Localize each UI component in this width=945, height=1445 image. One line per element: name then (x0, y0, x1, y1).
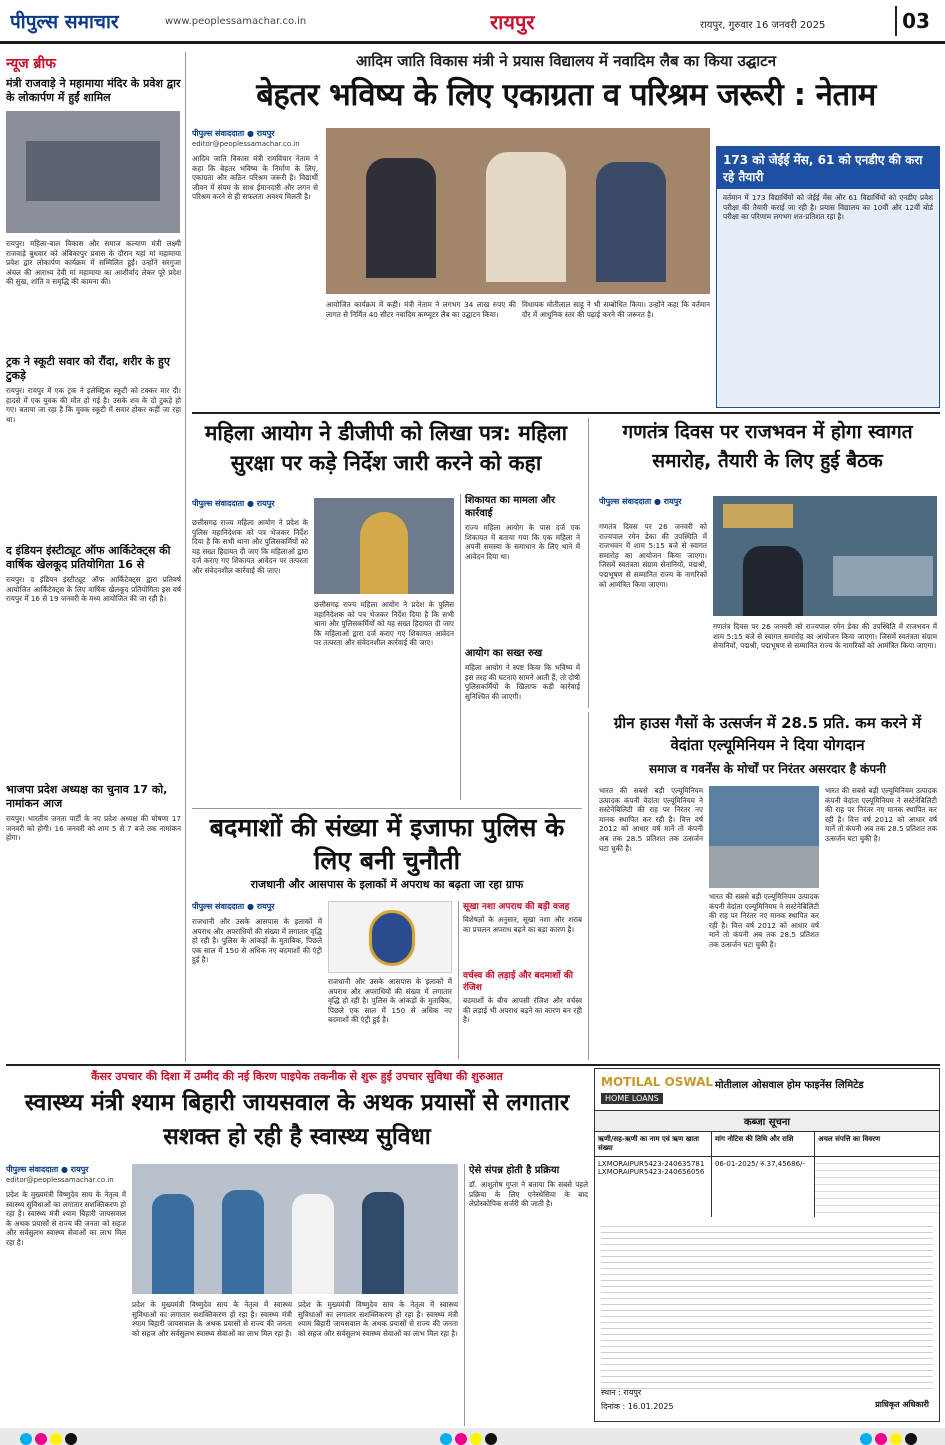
newspaper-logo: पीपुल्स समाचार (10, 11, 119, 33)
gantantra-body: गणतंत्र दिवस पर 26 जनवरी को राज्यपाल रमेन डेका की उपस्थिति में राजभवन में शाम 5:15 बजे से स्वागत समारोह का आयोजन किया जाएगा। जिसमें स्वतंत्रता संग्राम सेनानियों, पद्मश्री, पद्मभूषण से सम्मानित राज्य के नागरिकों को आमंत्रित किया जाएगा। (599, 522, 707, 589)
lead-box-text: वर्तमान में 173 विद्यार्थियों को जेईई मेंस और 61 विद्यार्थियों को एनडीए प्रवेश परीक्षा की तैयारी कराई जा रही है। प्रयास विद्यालय का 10वीं और 12वीं बोर्ड परीक्षा का परिणाम लगभग शत-प्रतिशत रहा है। (723, 193, 933, 222)
lead-body-3: विधायक मोतीलाल साहू ने भी सम्बोधित किया। उन्होंने कहा कि वर्तमान दौर में आधुनिक स्तर की पढ़ाई करने की जरूरत है। (522, 300, 710, 319)
divider (6, 1064, 940, 1066)
brief-text-4: रायपुर। भारतीय जनता पार्टी के नए प्रदेश अध्यक्ष की घोषणा 17 जनवरी को होगी। 16 जनवरी को शाम 5 से 7 बजे तक नामांकन होगा। (6, 814, 181, 843)
ad-col-3: अचल संपत्ति का विवरण (818, 1135, 881, 1143)
masthead (0, 0, 945, 44)
green-headline: ग्रीन हाउस गैसों के उत्सर्जन में 28.5 प्रति. कम करने में वेदांता एल्यूमिनियम ने दिया योगदान (613, 714, 922, 754)
ad-property (815, 1157, 939, 1217)
brief-text-1: रायपुर। महिला-बाल विकास और समाज कल्याण मंत्री लक्ष्मी राजवाड़े बुधवार को अंबिकापुर प्रवास के दौरान यहां मां महामाया प्रवेश द्वार लोकार्पण कार्यक्रम में सम्मिलित हुईं। उन्होंने सरगुजा अंचल की आराध्य देवी मां महामाया का आशीर्वाद लेकर पूरे प्रदेश की सुख, शांति व समृद्धि की कामना की। (6, 239, 181, 287)
badmash-sidebar (458, 901, 582, 1059)
mahila-side-text-2: महिला आयोग ने स्पष्ट किया कि भविष्य में इस तरह की घटनाएं सामने आती हैं, तो दोषी पुलिसकर्मियों के खिलाफ कड़ी कार्रवाई सुनिश्चित की जाएगी। (465, 663, 580, 701)
ad-place: स्थान : रायपुर (601, 1388, 642, 1397)
badmash-side-head-2: वर्चस्व की लड़ाई और बदमाशों की रंजिश (463, 971, 574, 993)
badmash-body-continued: राजधानी और उसके आसपास के इलाकों में अपराध और अपराधियों की संख्या में लगातार वृद्धि हो रही है। पुलिस के आंकड़ों के मुताबिक, पिछले एक साल में 150 से अधिक नए बदमाशों की एंट्री हुई है। (328, 977, 452, 1025)
gantantra-body-continued: गणतंत्र दिवस पर 26 जनवरी को राज्यपाल रमेन डेका की उपस्थिति में राजभवन में शाम 5:15 बजे से स्वागत समारोह का आयोजन किया जाएगा। जिसमें स्वतंत्रता संग्राम सेनानियों, पद्मश्री, पद्मभूषण से सम्मानित राज्य के नागरिकों को आमंत्रित किया जाएगा। (713, 622, 937, 651)
brief-headline-1: मंत्री राजवाड़े ने महामाया मंदिर के प्रवेश द्वार के लोकार्पण में हुईं शामिल (6, 77, 181, 104)
mahila-side-text-1: राज्य महिला आयोग के पास दर्ज एक शिकायत में बताया गया कि एक महिला ने अपनी समस्या के समाधान के लिए थाने में आवेदन दिया था। (465, 523, 580, 561)
ad-brand: MOTILAL OSWAL (601, 1075, 714, 1089)
cmyk-marks (440, 1430, 500, 1445)
mahila-side-head-2: आयोग का सख्त रुख (465, 648, 543, 659)
ad-notice: कब्जा सूचना (595, 1111, 939, 1131)
green-body-2: भारत की सबसे बड़ी एल्यूमिनियम उत्पादक कंपनी वेदांता एल्यूमिनियम ने सस्टेनेबिलिटी की राह पर निरंतर नए मानक स्थापित कर रही है। वित्त वर्ष 2012 को आधार वर्ष मानें तो कंपनी अब तक 28.5 प्रतिशत तक उत्सर्जन घटा चुकी है। (709, 892, 819, 949)
mahila-sidebar (460, 494, 580, 800)
cmyk-marks (20, 1430, 80, 1445)
mahila-headline: महिला आयोग ने डीजीपी को लिखा पत्र: महिला सुरक्षा पर कड़े निर्देश जारी करने को कहा (204, 421, 568, 475)
page-number: 03 (895, 6, 935, 36)
badmash-side-text-1: विशेषज्ञों के अनुसार, सूखा नशा और शराब का प्रचलन अपराध बढ़ने का बड़ा कारण है। (463, 915, 582, 934)
brief-headline-4: भाजपा प्रदेश अध्यक्ष का चुनाव 17 को, नामांकन आज (6, 783, 168, 810)
green-subhead: समाज व गवर्नेंस के मोर्चों पर निरंतर असरदार है कंपनी (649, 762, 886, 776)
gantantra-story (588, 418, 940, 708)
health-photo (132, 1164, 458, 1294)
lead-box-title: 173 को जेईई मेंस, 61 को एनडीए की करा रहे तैयारी (717, 147, 939, 189)
health-story (6, 1068, 588, 1428)
ad-loan-number: LXMORAIPUR5423-240635781 LXMORAIPUR5423-240656056 (595, 1157, 712, 1217)
lead-headline: बेहतर भविष्य के लिए एकाग्रता व परिश्रम जरूरी : नेताम (256, 77, 876, 113)
motilal-oswal-ad (594, 1068, 940, 1422)
mahila-side-head-1: शिकायत का मामला और कार्रवाई (465, 495, 556, 519)
ad-col-1: ऋणी/सह-ऋणी का नाम एवं ऋण खाता संख्या (595, 1132, 712, 1156)
lead-byline: पीपुल्स संवाददाता ● रायपुर (192, 129, 275, 138)
health-kicker: कैंसर उपचार की दिशा में उम्मीद की नई किरण पाइपेक तकनीक से शुरू हुई उपचार सुविधा की शुरुआत (91, 1070, 503, 1083)
health-sidebar (464, 1164, 588, 1426)
health-body-2: प्रदेश के मुख्यमंत्री विष्णुदेव साय के नेतृत्व में स्वास्थ्य सुविधाओं का लगातार सशक्तिकरण हो रहा है। स्वास्थ्य मंत्री श्याम बिहारी जायसवाल के अथक प्रयासों से राज्य की जनता को सहज और सर्वसुलभ स्वास्थ्य सेवाओं का लाभ मिल रहा है। (132, 1300, 292, 1338)
gantantra-byline: पीपुल्स संवाददाता ● रायपुर (599, 497, 682, 506)
health-headline: स्वास्थ्य मंत्री श्याम बिहारी जायसवाल के अथक प्रयासों से लगातार सशक्त हो रही है स्वास्थ्य सुविधा (24, 1090, 570, 1150)
lead-story (192, 50, 940, 410)
cmyk-marks (860, 1430, 920, 1445)
brief-text-2: रायपुर। रायपुर में एक ट्रक ने इलेक्ट्रिक स्कूटी को टक्कर मार दी। हादसे में एक युवक की मौत हो गई है। उसके शव के दो टुकड़े हो गए। बताया जा रहा है कि युवक स्कूटी में सवार होकर कहीं जा रहा था। (6, 386, 181, 424)
ad-company: मोतीलाल ओसवाल होम फाइनेंस लिमिटेड (715, 1080, 864, 1091)
health-email: editor@peoplessamachar.co.in (6, 1176, 114, 1184)
mahila-byline: पीपुल्स संवाददाता ● रायपुर (192, 499, 275, 508)
ad-table-row (595, 1157, 939, 1217)
badmash-byline: पीपुल्स संवाददाता ● रायपुर (192, 902, 275, 911)
police-badge-icon (369, 910, 415, 966)
health-box-text: डॉ. आशुतोष गुप्ता ने बताया कि सबसे पहले प्रक्रिया के लिए एनेस्थेसिया के बाद लेप्रोस्कोपिक सर्जरी की जाती है। (469, 1180, 588, 1209)
green-story (588, 712, 940, 1060)
ad-fineprint (601, 1221, 933, 1391)
brief-headline-2: ट्रक ने स्कूटी सवार को रौंदा, शरीर के हुए टुकड़े (6, 355, 170, 382)
badmash-headline: बदमाशों की संख्या में इजाफा पुलिस के लिए बनी चुनौती (209, 813, 565, 875)
dateline: रायपुर, गुरुवार 16 जनवरी 2025 (700, 20, 826, 31)
print-color-bar (0, 1428, 945, 1445)
ad-col-2: मांग नोटिस की तिथि और राशि (712, 1132, 815, 1156)
green-photo (709, 786, 819, 888)
police-logo-photo (328, 901, 452, 973)
brief-photo-1 (6, 111, 180, 233)
brief-headline-3: द इंडियन इंस्टीट्यूट ऑफ आर्किटेक्ट्स की वार्षिक खेलकूद प्रतियोगिता 16 से (6, 544, 171, 571)
divider (192, 412, 940, 414)
mahila-story (192, 418, 580, 803)
badmash-body: राजधानी और उसके आसपास के इलाकों में अपराध और अपराधियों की संख्या में लगातार वृद्धि हो रही है। पुलिस के आंकड़ों के मुताबिक, पिछले एक साल में 150 से अधिक नए बदमाशों की एंट्री हुई है। (192, 917, 322, 965)
news-brief-label: न्यूज ब्रीफ (6, 56, 56, 72)
lead-kicker: आदिम जाति विकास मंत्री ने प्रयास विद्यालय में नवादिम लैब का किया उद्घाटन (355, 52, 777, 70)
lead-body-1: आदिम जाति विकास मंत्री रामविचार नेताम ने कहा कि बेहतर भविष्य के निर्माण के लिए, एकाग्रता और कठिन परिश्रम जरूरी है। विद्यार्थी जीवन में संयम के साथ ईमानदारी और लगन से परिश्रम करने से ही सफलता अवश्य मिलती है। (192, 154, 318, 202)
website-url[interactable]: www.peoplessamachar.co.in (165, 16, 307, 27)
ad-header (595, 1069, 939, 1111)
lead-body-2: आयोजित कार्यक्रम में कही। मंत्री नेताम ने लगभग 34 लाख रुपए की लागत से निर्मित 40 सीटर नवादिम कम्प्यूटर लैब का उद्घाटन किया। (326, 300, 516, 319)
mahila-photo (314, 498, 454, 594)
ad-amount: 06-01-2025/ रु.37,45686/- (712, 1157, 815, 1217)
lead-photo (326, 128, 710, 294)
ad-signatory: प्राधिकृत अधिकारी (875, 1400, 929, 1409)
health-byline: पीपुल्स संवाददाता ● रायपुर (6, 1165, 89, 1174)
mahila-body-continued: छत्तीसगढ़ राज्य महिला आयोग ने प्रदेश के पुलिस महानिदेशक को पत्र भेजकर निर्देश दिया है कि सभी थाना और पुलिसकर्मियों को यह सख्त हिदायत दी जाए कि महिलाओं द्वारा दर्ज कराए गए शिकायत आवेदन पर तत्परता और संवेदनशील कार्रवाई की जाए। (314, 600, 454, 648)
badmash-side-text-2: बदमाशों के बीच आपसी रंजिश और वर्चस्व की लड़ाई भी अपराध बढ़ने का कारण बन रही है। (463, 996, 582, 1025)
gantantra-headline: गणतंत्र दिवस पर राजभवन में होगा स्वागत समारोह, तैयारी के लिए हुई बैठक (622, 421, 913, 472)
badmash-subhead: राजधानी और आसपास के इलाकों में अपराध का बढ़ता जा रहा ग्राफ (250, 878, 524, 891)
health-body: प्रदेश के मुख्यमंत्री विष्णुदेव साय के नेतृत्व में स्वास्थ्य सुविधाओं का लगातार सशक्तिकरण हो रहा है। स्वास्थ्य मंत्री श्याम बिहारी जायसवाल के अथक प्रयासों से राज्य की जनता को सहज और सर्वसुलभ स्वास्थ्य सेवाओं का लाभ मिल रहा है। (6, 1190, 126, 1247)
mahila-body: छत्तीसगढ़ राज्य महिला आयोग ने प्रदेश के पुलिस महानिदेशक को पत्र भेजकर निर्देश दिया है कि सभी थाना और पुलिसकर्मियों को यह सख्त हिदायत दी जाए कि महिलाओं द्वारा दर्ज कराए गए शिकायत आवेदन पर तत्परता और संवेदनशील कार्रवाई की जाए। (192, 518, 308, 575)
badmash-side-head-1: सूखा नशा अपराध की बड़ी वजह (463, 902, 570, 912)
brief-text-3: रायपुर। द इंडियन इंस्टीट्यूट ऑफ आर्किटेक्ट्स द्वारा प्रतिवर्ष आयोजित आर्किटेक्ट्स के लिए वार्षिक खेलकूद प्रतियोगिता इस वर्ष रायपुर में 16 से 19 जनवरी के मध्य आयोजित की जा रही है। (6, 575, 181, 604)
health-body-3: प्रदेश के मुख्यमंत्री विष्णुदेव साय के नेतृत्व में स्वास्थ्य सुविधाओं का लगातार सशक्तिकरण हो रहा है। स्वास्थ्य मंत्री श्याम बिहारी जायसवाल के अथक प्रयासों से राज्य की जनता को सहज और सर्वसुलभ स्वास्थ्य सेवाओं का लाभ मिल रहा है। (298, 1300, 458, 1338)
lead-email: editor@peoplessamachar.co.in (192, 140, 300, 148)
badmash-story (192, 808, 582, 1060)
ad-table-header (595, 1131, 939, 1157)
edition-city: रायपुर (490, 10, 535, 34)
green-body-3: भारत की सबसे बड़ी एल्यूमिनियम उत्पादक कंपनी वेदांता एल्यूमिनियम ने सस्टेनेबिलिटी की राह पर निरंतर नए मानक स्थापित कर रही है। वित्त वर्ष 2012 को आधार वर्ष मानें तो कंपनी अब तक 28.5 प्रतिशत तक उत्सर्जन घटा चुकी है। (825, 786, 937, 843)
health-box-head: ऐसे संपन्न होती है प्रक्रिया (469, 1165, 560, 1176)
ad-brand-sub: HOME LOANS (601, 1093, 663, 1104)
news-brief-column (6, 52, 186, 1062)
lead-highlight-box (716, 146, 940, 408)
green-body: भारत की सबसे बड़ी एल्यूमिनियम उत्पादक कंपनी वेदांता एल्यूमिनियम ने सस्टेनेबिलिटी की राह पर निरंतर नए मानक स्थापित कर रही है। वित्त वर्ष 2012 को आधार वर्ष मानें तो कंपनी अब तक 28.5 प्रतिशत तक उत्सर्जन घटा चुकी है। (599, 786, 703, 853)
gantantra-photo (713, 496, 937, 616)
ad-date: दिनांक : 16.01.2025 (601, 1402, 674, 1411)
